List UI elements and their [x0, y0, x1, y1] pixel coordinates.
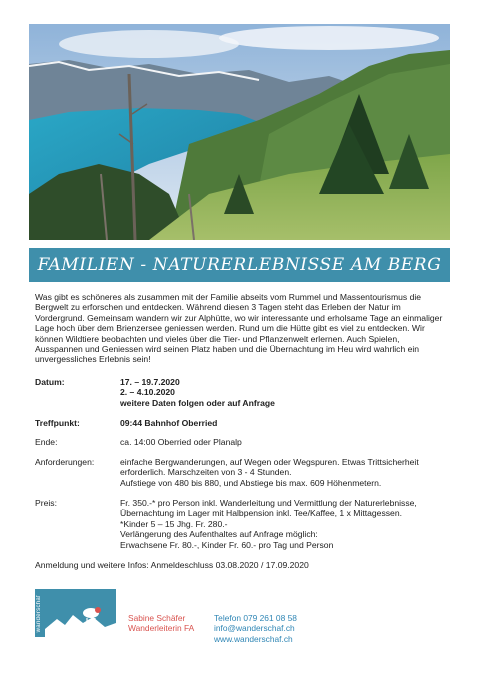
datum-line: weitere Daten folgen oder auf Anfrage — [120, 397, 275, 408]
datum-values — [120, 377, 450, 408]
preis-line: Erwachsene Fr. 80.-, Kinder Fr. 60.- pro Tag und Person — [120, 539, 334, 550]
treffpunkt-value: 09:44 Bahnhof Oberried — [120, 418, 218, 428]
datum-line: 2. – 4.10.2020 — [120, 387, 175, 398]
contact-details — [214, 613, 297, 644]
datum-label: Datum: — [35, 377, 65, 387]
sheep-icon — [35, 589, 116, 637]
ende-label: Ende: — [35, 437, 58, 447]
anforderungen-line: erforderlich. Marschzeiten von 3 - 4 Stunden. — [120, 467, 292, 478]
preis-line: Übernachtung im Lager mit Halbpension inkl. Tee/Kaffee, 1 x Mittagessen. — [120, 508, 403, 519]
wanderschaf-logo — [35, 589, 116, 637]
contact-name: Sabine Schäfer — [128, 613, 186, 623]
preis-line: *Kinder 5 – 15 Jhg. Fr. 280.- — [120, 518, 228, 529]
intro-paragraph: Was gibt es schöneres als zusammen mit der Familie abseits vom Rummel und Massentourismus die Bergwelt zu erforschen und entdecken. Während diesen 3 Tagen steht das Erleben der Natur im Vordergrund. Gemeinsam wandern wir zur Alphütte, wo wir interessante und erholsame Tage an einmaliger Lage hoch über dem Brienzersee geniessen werden. Rund um die Hütte gibt es viel zu entdecken. Wir können Wildtiere beobachten und vieles über die Tier- und Pflanzenwelt erlernen. Auch Spielen, Ausspannen und Geniessen wird seinen Platz haben und die Übernachtung im Heu wird wahrlich ein unvergessliches Erlebnis sein! — [35, 292, 443, 365]
contact-web-link[interactable]: www.wanderschaf.ch — [214, 633, 293, 644]
title-banner: FAMILIEN - NATURERLEBNISSE AM BERG — [29, 248, 450, 282]
anforderungen-line: Aufstiege von 480 bis 880, und Abstiege bis max. 609 Höhenmetern. — [120, 477, 382, 488]
anforderungen-line: einfache Bergwanderungen, auf Wegen oder Wegspuren. Etwas Trittsicherheit — [120, 457, 419, 467]
preis-line: Verlängerung des Aufenthaltes auf Anfrage möglich: — [120, 529, 318, 540]
header-photo-lake-mountains — [29, 24, 450, 240]
datum-line: 17. – 19.7.2020 — [120, 377, 180, 387]
anforderungen-label: Anforderungen: — [35, 457, 95, 467]
contact-role: Wanderleiterin FA — [128, 623, 195, 634]
ende-value: ca. 14:00 Oberried oder Planalp — [120, 437, 242, 447]
contact-person — [128, 613, 194, 634]
preis-label: Preis: — [35, 498, 57, 508]
preis-line: Fr. 350.-* pro Person inkl. Wanderleitung und Vermittlung der Naturerlebnisse, — [120, 498, 417, 508]
contact-phone[interactable]: Telefon 079 261 08 58 — [214, 613, 297, 623]
treffpunkt-label: Treffpunkt: — [35, 418, 80, 428]
contact-email-link[interactable]: info@wanderschaf.ch — [214, 623, 295, 634]
anmeldung-note: Anmeldung und weitere Infos: Anmeldeschluss 03.08.2020 / 17.09.2020 — [35, 560, 309, 570]
logo-text: wanderschaf — [36, 595, 42, 633]
